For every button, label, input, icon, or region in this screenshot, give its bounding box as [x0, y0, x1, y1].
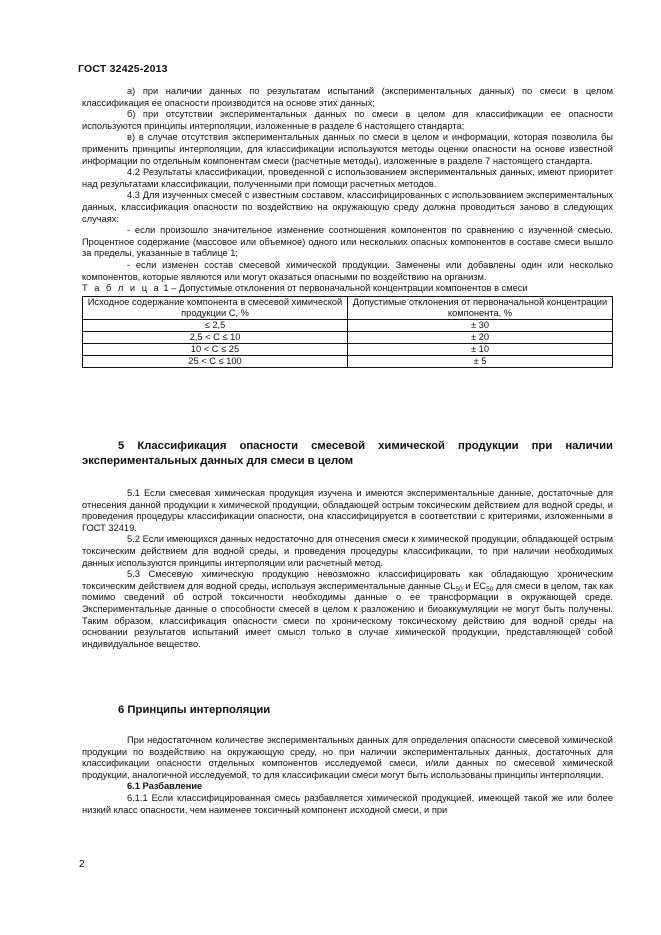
p53-sub1: 50	[455, 585, 463, 593]
table-cell: 10 < C ≤ 25	[83, 343, 348, 355]
p53-part2: и EC	[462, 580, 487, 591]
paragraph-6-1-1: 6.1.1 Если классифицированная смесь разбавляется химической продукцией, имеющей такой же или более низкий класс опасности, чем наименее токсичный компонент исходной смеси, и при	[82, 792, 613, 815]
p53-part3: для смеси в целом, так как помимо сведений об острой токсичности необходимы данные о ее трансформации в окружающей среде. Экспериментальные данные о способности смесей в целом к разложению и биоаккумуляции не могут быть получены. Таким образом, классификация опасности смеси по хроническому токсическому действию для водной среды на основании результатов испытаний имеет смысл только в случае химической продукции, представляющей собой индивидуальное вещество.	[82, 580, 614, 649]
table-row	[83, 343, 613, 355]
table-row	[83, 331, 613, 343]
table-cell: ± 20	[348, 331, 613, 343]
paragraph-a: а) при наличии данных по результатам испытаний (экспериментальных данных) по смеси в целом классификация ее опасности производится на основе этих данных;	[82, 86, 613, 108]
table-caption-text: 1 – Допустимые отклонения от первоначальной концентрации компонентов в смеси	[160, 283, 528, 294]
table-header-col2: Допустимые отклонения от первоначальной концентрации компонента, %	[348, 296, 613, 319]
paragraph-4-2: 4.2 Результаты классификации, проведенной с использованием экспериментальных данных, имеют приоритет над результатами классификации, полученными при помощи расчетных методов.	[82, 167, 613, 189]
paragraph-6-intro: При недостаточном количестве экспериментальных данных для определения опасности смесевой химической продукции по воздействию на окружающую среду, но при наличии экспериментальных данных, достаточных для классификации опасности отдельных компонентов исследуемой смеси, и/или данных по смесевой химической продукции, аналогичной исследуемой, то для классификации смеси могут быть использованы принципы интерполяции.	[82, 735, 613, 780]
paragraph-5-2: 5.2 Если имеющихся данных недостаточно для отнесения смеси к химической продукции, обладающей острым токсическим действием для водной среды, и проведения процедуры классификации, то при наличии необходимых данных используются принципы интерполяции или расчетный метод.	[82, 534, 613, 568]
paragraph-4-3: 4.3 Для изученных смесей с известным составом, классифицированных с использованием экспериментальных данных, классификация опасности по воздействию на окружающую среду должна проводиться заново в следующих случаях:	[82, 190, 613, 224]
subsection-6-1-heading: 6.1 Разбавление	[127, 781, 203, 792]
paragraph-5-3	[82, 569, 613, 650]
table-row	[83, 319, 613, 331]
section-5-body	[82, 488, 613, 650]
table-caption-label: Т а б л и ц а	[82, 283, 161, 294]
paragraph-dash-2: - если изменен состав смесевой химической продукции. Заменены или добавлены один или несколько компонентов, которые являются или могут оказаться опасными по воздействию на организм.	[82, 259, 613, 282]
section-5-heading: 5 Классификация опасности смесевой химической продукции при наличии экспериментальных данных для смеси в целом	[82, 440, 613, 467]
page-header: ГОСТ 32425-2013	[78, 63, 168, 75]
section-4-body	[82, 86, 613, 368]
p53-part1: 5.3 Смесевую химическую продукцию невозможно классифицировать как обладающую хроническим токсическим действием для водной среды, используя экспериментальные данные CL	[82, 569, 613, 591]
p53-sub2: 50	[486, 585, 494, 593]
page-number: 2	[79, 859, 85, 870]
paragraph-5-1: 5.1 Если смесевая химическая продукция изучена и имеются экспериментальные данные, достаточные для отнесения данной продукции к химической продукции, обладающей острым токсическим действием для водной среды, и проведения процедуры классификации опасности, она классифицируется в соответствии с критериями, изложенными в ГОСТ 32419.	[82, 488, 613, 533]
deviation-table	[82, 296, 613, 368]
table-header-row	[83, 296, 613, 319]
section-6-heading: 6 Принципы интерполяции	[118, 704, 271, 716]
table-caption	[82, 283, 613, 295]
paragraph-dash-1: - если произошло значительное изменение соотношения компонентов по сравнению с изученной смесью. Процентное содержание (массовое или объемное) одного или нескольких опасных компонентов в составе смеси вышло за пределы, указанные в таблице 1;	[82, 225, 613, 259]
table-row	[83, 355, 613, 367]
table-cell: 2,5 < C ≤ 10	[83, 331, 348, 343]
table-cell: ± 30	[348, 319, 613, 331]
table-cell: ± 5	[348, 355, 613, 367]
section-6-body	[82, 735, 613, 816]
table-cell: ± 10	[348, 343, 613, 355]
table-cell: 25 < C ≤ 100	[83, 355, 348, 367]
table-header-col1: Исходное содержание компонента в смесевой химической продукции C, %	[83, 296, 348, 319]
paragraph-b: б) при отсутствии экспериментальных данных по смеси в целом для классификации ее опасности используются принципы интерполяции, изложенные в разделе 6 настоящего стандарта;	[82, 109, 613, 131]
paragraph-c: в) в случае отсутствия экспериментальных данных по смеси в целом и информации, которая позволила бы применить принципы интерполяции, для классификации используются методы оценки опасности на основе известной информации по отдельным компонентам смеси (расчетные методы), изложенные в разделе 7 настоящего стандарта.	[82, 132, 613, 166]
table-cell: ≤ 2,5	[83, 319, 348, 331]
